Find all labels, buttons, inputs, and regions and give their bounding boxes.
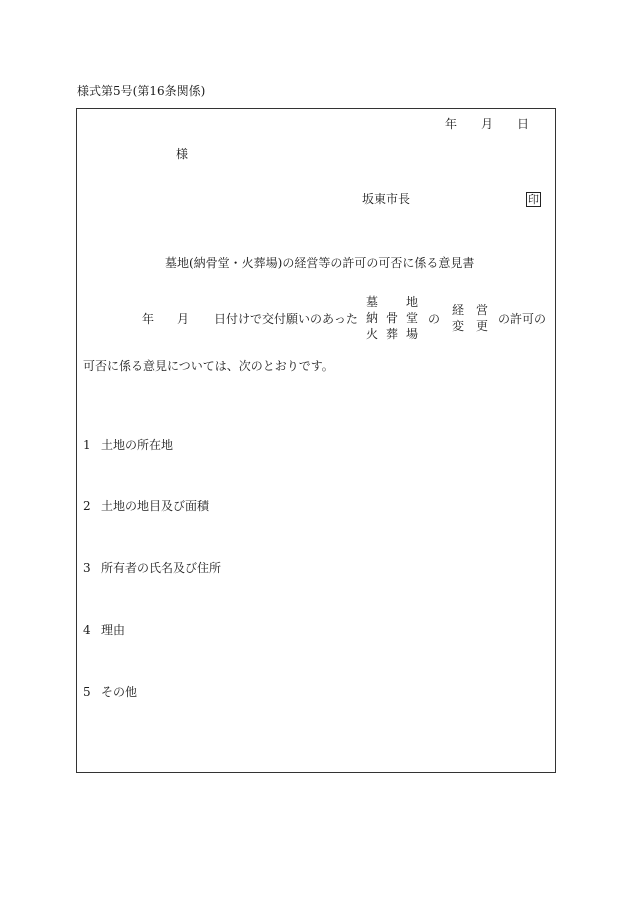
seal-mark-text: 印 [528,193,539,206]
sender-title: 坂東市長 [362,192,411,206]
seal-mark [526,192,541,207]
document-title: 墓地(納骨堂・火葬場)の経営等の許可の可否に係る意見書 [165,256,475,270]
intro-continuation: 可否に係る意見については、次のとおりです。 [83,359,334,373]
intro-month-label: 月 [177,312,190,326]
intro-dated-text: 日付けで交付願いのあった [214,312,358,326]
facility-option-cemetery: 墓 地 [366,295,418,309]
item-label-reason: 理由 [101,623,126,637]
addressee-suffix: 様 [176,147,189,161]
item-number: 1 [83,438,91,452]
action-options [452,304,488,332]
item-number: 4 [83,623,91,637]
item-number: 2 [83,499,91,513]
item-label-other: その他 [101,685,138,699]
intro-suffix: の許可の [498,312,547,326]
facility-option-ossuary: 納骨堂 [366,311,418,325]
item-label-owner-name-address: 所有者の氏名及び住所 [101,561,222,575]
date-month-label: 月 [481,117,494,131]
intro-year-label: 年 [142,312,155,326]
item-label-land-category-area: 土地の地目及び面積 [101,499,210,513]
date-day-label: 日 [517,117,530,131]
facility-option-crematorium: 火葬場 [366,327,418,341]
intro-particle: の [428,312,441,326]
form-number: 様式第5号(第16条関係) [77,84,206,98]
action-option-operate: 経 営 [452,303,489,317]
item-label-land-location: 土地の所在地 [101,438,174,452]
action-option-change: 変 更 [452,319,489,333]
item-number: 5 [83,685,91,699]
date-year-label: 年 [445,117,458,131]
facility-options [366,296,418,340]
item-number: 3 [83,561,91,575]
